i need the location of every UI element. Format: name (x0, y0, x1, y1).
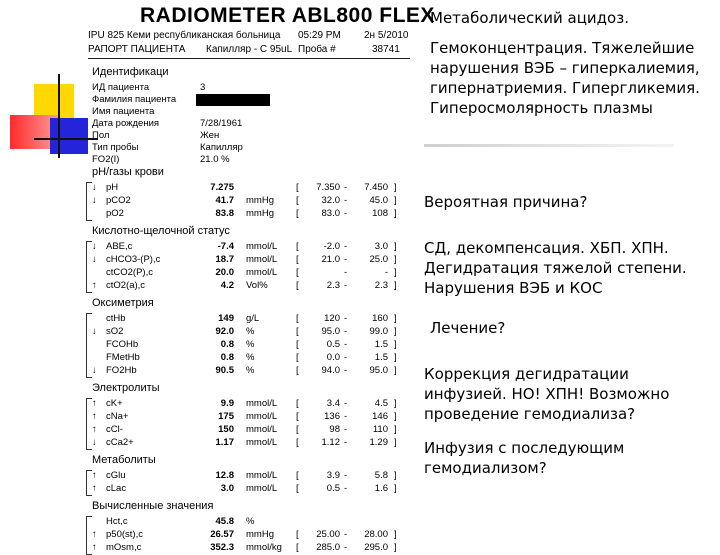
range-open-bracket: [ (296, 352, 299, 363)
parameter-name: Hct,c (106, 516, 128, 527)
range-high: 7.450 (364, 182, 388, 193)
parameter-value: 26.57 (210, 529, 234, 540)
parameter-value: 175 (218, 411, 234, 422)
parameter-name: cNa+ (106, 411, 129, 422)
range-open-bracket: [ (296, 280, 299, 291)
slide-text-line: СД, декомпенсация. ХБП. ХПН. (424, 239, 669, 257)
parameter-unit: mmol/L (246, 254, 278, 265)
identification-value: 3 (200, 82, 206, 93)
identification-label: Пол (92, 130, 110, 141)
parameter-unit: % (246, 352, 255, 363)
parameter-value: 352.3 (210, 542, 234, 553)
identification-label: FO2(I) (92, 154, 120, 165)
sample-type: Капилляр - С 95uL (206, 44, 293, 55)
report-time: 05:29 PM (298, 30, 341, 41)
flag-arrow-icon: ↓ (92, 365, 97, 376)
range-low: 83.0 (321, 208, 340, 219)
range-dash: - (344, 182, 348, 193)
section-title: Электролиты (92, 382, 160, 394)
parameter-name: mOsm,c (106, 542, 142, 553)
range-close-bracket: ] (394, 182, 397, 193)
parameter-unit: mmol/kg (246, 542, 282, 553)
range-high: 1.5 (374, 352, 388, 363)
parameter-unit: % (246, 339, 255, 350)
flag-arrow-icon: ↑ (92, 398, 97, 409)
identification-label: ИД пациента (92, 82, 150, 93)
result-row (92, 267, 412, 280)
result-row (92, 195, 412, 208)
range-dash: - (344, 352, 348, 363)
range-dash: - (344, 326, 348, 337)
flag-arrow-icon: ↑ (92, 424, 97, 435)
range-high: 99.0 (369, 326, 388, 337)
parameter-unit: mmol/L (246, 424, 278, 435)
identification-row (92, 154, 292, 166)
range-high: 108 (372, 208, 388, 219)
range-dash: - (344, 424, 348, 435)
range-close-bracket: ] (394, 352, 397, 363)
flag-arrow-icon: ↑ (92, 280, 97, 291)
range-high: 1.29 (369, 437, 388, 448)
result-row (92, 542, 412, 555)
parameter-unit: mmol/L (246, 398, 278, 409)
identification-label: Дата рождения (92, 118, 160, 129)
range-dash: - (344, 437, 348, 448)
parameter-unit: mmol/L (246, 483, 278, 494)
flag-arrow-icon: ↑ (92, 470, 97, 481)
flag-arrow-icon: ↓ (92, 254, 97, 265)
range-close-bracket: ] (394, 365, 397, 376)
slide-text-findings (430, 38, 700, 118)
range-dash: - (344, 241, 348, 252)
decorative-horizontal-line (34, 138, 98, 140)
range-close-bracket: ] (394, 339, 397, 350)
report-label: РАПОРТ ПАЦИЕНТА (88, 44, 186, 55)
range-open-bracket: [ (296, 241, 299, 252)
parameter-name: sO2 (106, 326, 124, 337)
slide-text-line: Коррекция дегидратации (424, 365, 629, 383)
range-close-bracket: ] (394, 195, 397, 206)
section-title: pH/газы крови (92, 166, 164, 178)
parameter-value: 0.8 (220, 352, 234, 363)
parameter-name: ctO2(a),c (106, 280, 146, 291)
range-high: 160 (372, 313, 388, 324)
range-low: 0.5 (326, 483, 340, 494)
parameter-unit: mmHg (246, 529, 274, 540)
range-close-bracket: ] (394, 280, 397, 291)
flag-arrow-icon: ↓ (92, 326, 97, 337)
flag-arrow-icon: ↓ (92, 241, 97, 252)
parameter-name: ctCO2(P),c (106, 267, 153, 278)
parameter-name: cCa2+ (106, 437, 134, 448)
range-low: 95.0 (321, 326, 340, 337)
slide-answer-treatment (424, 364, 669, 424)
range-high: 146 (372, 411, 388, 422)
result-row (92, 516, 412, 529)
range-close-bracket: ] (394, 437, 397, 448)
identification-value: Жен (200, 130, 220, 141)
parameter-value: 7.275 (210, 182, 234, 193)
range-high: 95.0 (369, 365, 388, 376)
range-open-bracket: [ (296, 195, 299, 206)
range-open-bracket: [ (296, 470, 299, 481)
redacted-name (196, 94, 270, 106)
range-close-bracket: ] (394, 254, 397, 265)
slide-text-line: гемодиализом? (424, 459, 547, 477)
parameter-value: 83.8 (215, 208, 234, 219)
parameter-name: cLac (106, 483, 127, 494)
range-close-bracket: ] (394, 411, 397, 422)
range-low: 32.0 (321, 195, 340, 206)
parameter-name: ABE,c (106, 241, 133, 252)
range-high: 1.6 (374, 483, 388, 494)
range-dash: - (344, 470, 348, 481)
range-low: 2.3 (326, 280, 340, 291)
slide-text-line: инфузией. НО! ХПН! Возможно (424, 385, 670, 403)
slide-answer-infusion (424, 438, 624, 478)
slide-text-line: проведение гемодиализа? (424, 405, 636, 423)
result-row (92, 241, 412, 254)
parameter-unit: % (246, 326, 255, 337)
report-title: RADIOMETER ABL800 FLEX (140, 4, 435, 27)
parameter-unit: mmol/L (246, 241, 278, 252)
range-close-bracket: ] (394, 470, 397, 481)
identification-row (92, 130, 292, 142)
section-title: Метаболиты (92, 454, 156, 466)
parameter-unit: mmol/L (246, 437, 278, 448)
decorative-vertical-line (58, 74, 60, 158)
range-high: 1.5 (374, 339, 388, 350)
report-date: 2н 5/2010 (364, 30, 409, 41)
result-row (92, 182, 412, 195)
range-open-bracket: [ (296, 208, 299, 219)
range-high: 5.8 (374, 470, 388, 481)
range-open-bracket: [ (296, 437, 299, 448)
range-open-bracket: [ (296, 424, 299, 435)
range-low: 1.12 (321, 437, 340, 448)
parameter-name: FO2Hb (106, 365, 137, 376)
result-row (92, 326, 412, 339)
range-close-bracket: ] (394, 208, 397, 219)
probe-number: 38741 (372, 44, 400, 55)
parameter-value: -7.4 (217, 241, 234, 252)
slide-text-line: Гиперосмолярность плазмы (430, 99, 653, 117)
parameter-name: FCOHb (106, 339, 139, 350)
slide-text-line: Инфузия с последующим (424, 439, 625, 457)
identification-label: Тип пробы (92, 142, 139, 153)
parameter-value: 9.9 (220, 398, 234, 409)
range-high: 45.0 (369, 195, 388, 206)
header-rule (88, 58, 410, 59)
flag-arrow-icon: ↓ (92, 195, 97, 206)
parameter-value: 0.8 (220, 339, 234, 350)
flag-arrow-icon: ↑ (92, 529, 97, 540)
range-dash: - (344, 483, 348, 494)
range-high: 28.00 (364, 529, 388, 540)
range-close-bracket: ] (394, 529, 397, 540)
range-low: 0.5 (326, 339, 340, 350)
range-low: 136 (324, 411, 340, 422)
range-close-bracket: ] (394, 398, 397, 409)
result-row (92, 339, 412, 352)
slide-question-cause: Вероятная причина? (424, 193, 588, 211)
section-title: Оксиметрия (92, 297, 154, 309)
parameter-name: pCO2 (106, 195, 131, 206)
range-close-bracket: ] (394, 241, 397, 252)
flag-arrow-icon: ↑ (92, 411, 97, 422)
result-row (92, 529, 412, 542)
range-dash: - (344, 398, 348, 409)
range-high: 3.0 (374, 241, 388, 252)
result-row (92, 352, 412, 365)
identification-value: 21.0 % (200, 154, 230, 165)
range-dash: - (344, 313, 348, 324)
range-open-bracket: [ (296, 483, 299, 494)
parameter-value: 90.5 (215, 365, 234, 376)
parameter-name: cHCO3-(P),c (106, 254, 161, 265)
parameter-name: cGlu (106, 470, 126, 481)
range-high: 4.5 (374, 398, 388, 409)
slide-text-diagnosis: Метаболический ацидоз. (430, 9, 629, 27)
range-high: - (384, 267, 388, 278)
range-high: 2.3 (374, 280, 388, 291)
range-dash: - (344, 542, 348, 553)
range-dash: - (344, 254, 348, 265)
parameter-unit: % (246, 365, 255, 376)
range-low: 0.0 (326, 352, 340, 363)
parameter-unit: mmol/L (246, 411, 278, 422)
identification-label: Имя пациента (92, 106, 155, 117)
slide-text-line: Гемоконцентрация. Тяжелейшие (430, 39, 695, 57)
range-low: 120 (324, 313, 340, 324)
result-row (92, 470, 412, 483)
parameter-value: 18.7 (215, 254, 234, 265)
range-dash: - (344, 529, 348, 540)
range-close-bracket: ] (394, 326, 397, 337)
range-high: 25.0 (369, 254, 388, 265)
range-open-bracket: [ (296, 411, 299, 422)
parameter-unit: % (246, 516, 255, 527)
range-open-bracket: [ (296, 398, 299, 409)
section-title: Кислотно-щелочной статус (92, 225, 230, 237)
range-open-bracket: [ (296, 182, 299, 193)
parameter-name: ctHb (106, 313, 126, 324)
range-open-bracket: [ (296, 313, 299, 324)
result-row (92, 254, 412, 267)
parameter-value: 45.8 (215, 516, 234, 527)
parameter-name: cK+ (106, 398, 123, 409)
range-open-bracket: [ (296, 542, 299, 553)
parameter-value: 41.7 (215, 195, 234, 206)
range-dash: - (344, 365, 348, 376)
parameter-value: 149 (218, 313, 234, 324)
slide-text-line: Дегидратация тяжелой степени. (424, 259, 687, 277)
parameter-value: 4.2 (220, 280, 234, 291)
parameter-name: pO2 (106, 208, 124, 219)
result-row (92, 437, 412, 450)
hospital-name: IPU 825 Кеми республиканская больница (88, 30, 281, 41)
result-row (92, 208, 412, 221)
flag-arrow-icon: ↓ (92, 182, 97, 193)
range-close-bracket: ] (394, 483, 397, 494)
identification-row (92, 118, 292, 130)
range-dash: - (344, 411, 348, 422)
slide-text-line: гипернатриемия. Гипергликемия. (430, 79, 700, 97)
parameter-value: 92.0 (215, 326, 234, 337)
slide-text-line: Нарушения ВЭБ и КОС (424, 279, 603, 297)
identification-row (92, 142, 292, 154)
parameter-unit: mmol/L (246, 470, 278, 481)
result-row (92, 483, 412, 496)
parameter-name: pH (106, 182, 119, 193)
range-open-bracket: [ (296, 365, 299, 376)
identification-value: Капилляр (200, 142, 243, 153)
range-open-bracket: [ (296, 326, 299, 337)
range-low: 285.0 (316, 542, 340, 553)
slide-question-treatment: Лечение? (430, 319, 506, 337)
flag-arrow-icon: ↓ (92, 437, 97, 448)
parameter-name: cCl- (106, 424, 123, 435)
range-low: -2.0 (323, 241, 340, 252)
result-row (92, 411, 412, 424)
range-dash: - (344, 280, 348, 291)
identification-row (92, 106, 292, 118)
range-high: 110 (372, 424, 388, 435)
parameter-name: p50(st),c (106, 529, 143, 540)
identification-section-title: Идентификаци (92, 66, 169, 78)
parameter-unit: mmHg (246, 208, 274, 219)
parameter-name: FMetHb (106, 352, 140, 363)
result-row (92, 280, 412, 293)
slide-text-line: нарушения ВЭБ – гиперкалиемия, (430, 59, 700, 77)
parameter-value: 12.8 (215, 470, 234, 481)
range-low: 21.0 (321, 254, 340, 265)
flag-arrow-icon: ↑ (92, 542, 97, 553)
parameter-unit: Vol% (246, 280, 268, 291)
range-open-bracket: [ (296, 254, 299, 265)
parameter-value: 20.0 (215, 267, 234, 278)
range-open-bracket: [ (296, 529, 299, 540)
range-low: 3.4 (326, 398, 340, 409)
range-dash: - (344, 339, 348, 350)
parameter-value: 150 (218, 424, 234, 435)
probe-label: Проба # (298, 44, 336, 55)
identification-row (92, 82, 292, 94)
range-dash: - (344, 208, 348, 219)
range-close-bracket: ] (394, 267, 397, 278)
parameter-value: 1.17 (215, 437, 234, 448)
flag-arrow-icon: ↑ (92, 483, 97, 494)
identification-label: Фамилия пациента (92, 94, 177, 105)
range-low: 7.350 (316, 182, 340, 193)
range-low: 94.0 (321, 365, 340, 376)
result-row (92, 365, 412, 378)
range-open-bracket: [ (296, 267, 299, 278)
range-dash: - (344, 195, 348, 206)
decorative-blue-square (50, 118, 88, 154)
slide-answer-cause (424, 238, 687, 298)
range-low: 98 (329, 424, 340, 435)
result-row (92, 313, 412, 326)
range-close-bracket: ] (394, 424, 397, 435)
range-open-bracket: [ (296, 339, 299, 350)
range-close-bracket: ] (394, 313, 397, 324)
section-title: Вычисленные значения (92, 500, 214, 512)
parameter-unit: mmHg (246, 195, 274, 206)
range-low: 25.00 (316, 529, 340, 540)
range-high: 295.0 (364, 542, 388, 553)
result-row (92, 398, 412, 411)
range-dash: - (344, 267, 348, 278)
range-close-bracket: ] (394, 542, 397, 553)
identification-value: 7/28/1961 (200, 118, 243, 129)
slide-divider (424, 144, 674, 147)
result-row (92, 424, 412, 437)
parameter-unit: mmol/L (246, 267, 278, 278)
range-low: 3.9 (326, 470, 340, 481)
parameter-unit: g/L (246, 313, 260, 324)
parameter-value: 3.0 (220, 483, 234, 494)
